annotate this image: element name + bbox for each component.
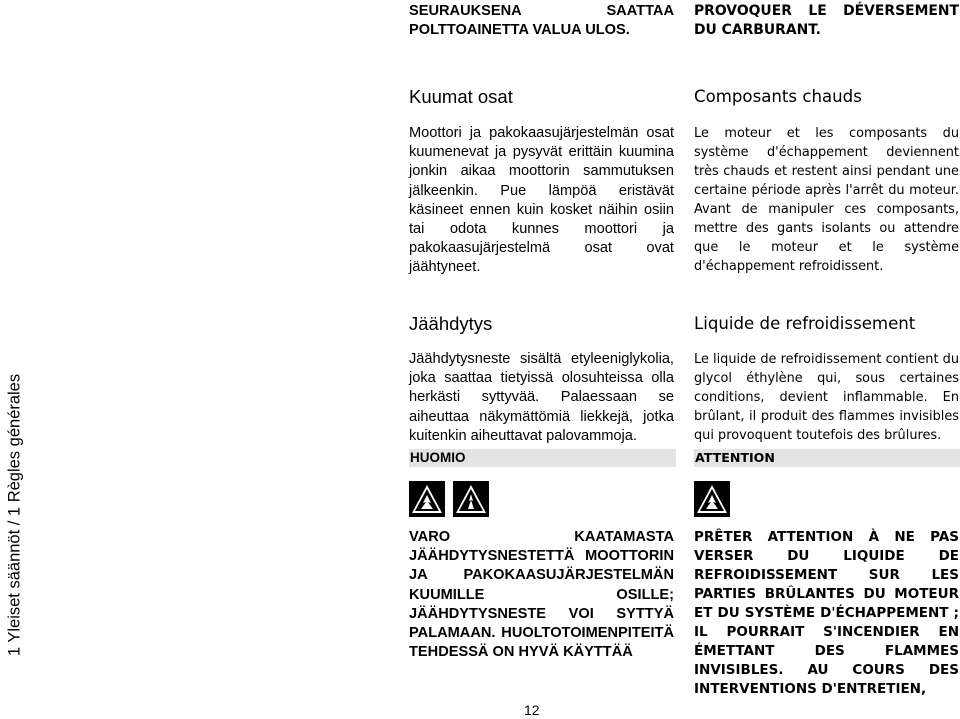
coolant-body-fr: Le liquide de refroidissement contient du glycol éthylène qui, sous certaines conditions, devient inflammable. En brûlant, il produit des flammes invisibles qui provoquent toutefois des brûlures.: [694, 352, 959, 443]
coolant-warning-fi: VARO KAATAMASTA JÄÄHDYTYSNESTETTÄ MOOTTORIN JA PAKOKAASUJÄRJESTELMÄN KUUMILLE OSILLE; JÄÄHDYTYSNESTE VOI SYTTYÄ PALAMAAN. HUOLTOTOIMENPITEITÄ TEHDESSÄ ON HYVÄ KÄYTTÄÄ: [409, 529, 674, 661]
hot-parts-body-fr: Le moteur et les composants du système d'échappement deviennent très chauds et restent ainsi pendant une certaine période après l'arrêt du moteur. Avant de manipuler ces composants, mettre des gants isolants ou attendre que le moteur et le système d'échappement refroidissent.: [694, 126, 959, 274]
sidebar-label: 1 Yleiset säännöt / 1 Règles générales: [5, 373, 24, 657]
hot-parts-heading-fi: Kuumat osat: [409, 86, 513, 107]
notice-bar-fr: ATTENTION: [694, 449, 960, 467]
notice-bar-fi: HUOMIO: [409, 449, 676, 467]
page-number: 12: [524, 702, 540, 718]
coolant-heading-fi: Jäähdytys: [409, 313, 493, 334]
hot-surface-warning-icon: [453, 481, 489, 517]
coolant-body-fi: Jäähdytysneste sisältä etyleeniglykolia, joka saattaa tietyissä olosuhteissa olla herkästi syttyvää. Palaessaan se aiheuttaa näkymättömiä liekkejä, jotka kuitenkin aiheuttavat palovammoja.: [409, 351, 674, 444]
top-warning-fi: SEURAUKSENA SAATTAA POLTTOAINETTA VALUA ULOS.: [409, 3, 674, 39]
top-warning-fr: PROVOQUER LE DÉVERSEMENT DU CARBURANT.: [694, 3, 959, 38]
section-sidebar: [0, 340, 30, 690]
hot-parts-heading-fr: Composants chauds: [694, 87, 862, 106]
hot-parts-body-fi: Moottori ja pakokaasujärjestelmän osat kuumenevat ja pysyvät erittäin kuumina jonkin aikaa moottorin sammutuksen jälkeenkin. Pue lämpöä eristävät käsineet ennen kuin kosket näihin osiin tai odota kunnes moottori ja pakokaasujärjestelmä osat ovat jäähtyneet.: [409, 125, 674, 276]
warning-icons-fr: [694, 481, 730, 517]
fire-warning-icon: [694, 481, 730, 517]
coolant-heading-fr: Liquide de refroidissement: [694, 314, 916, 333]
coolant-warning-fr: PRÊTER ATTENTION À NE PAS VERSER DU LIQUIDE DE REFROIDISSEMENT SUR LES PARTIES BRÛLANTES DU MOTEUR ET DU SYSTÈME D'ÉCHAPPEMENT ; IL POURRAIT S'INCENDIER EN ÉMETTANT DES FLAMMES INVISIBLES. AU COURS DES INTERVENTIONS D'ENTRETIEN,: [694, 529, 959, 697]
warning-icons-fi: [409, 481, 489, 517]
fire-warning-icon: [409, 481, 445, 517]
